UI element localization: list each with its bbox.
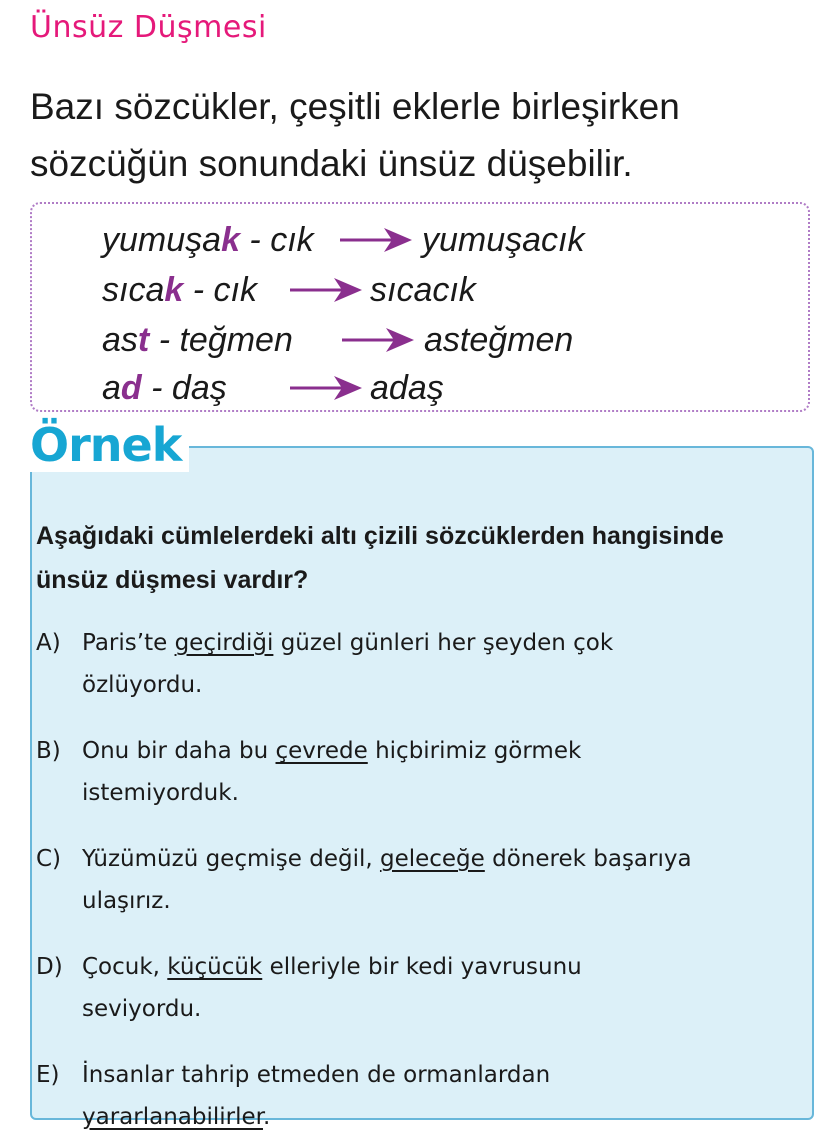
intro-line-2: sözcüğün sonundaki ünsüz düşebilir. [30, 143, 633, 184]
example-row [102, 364, 444, 412]
option-letter: B) [36, 738, 61, 764]
dropped-consonant: k [221, 221, 240, 259]
underlined-word: küçücük [167, 954, 263, 980]
arrow-icon [290, 374, 364, 402]
example-suffix: - daş [141, 369, 227, 407]
option-c[interactable] [36, 838, 811, 922]
example-result: adaş [370, 369, 444, 407]
ornek-title: Örnek [30, 418, 189, 472]
example-result: sıcacık [370, 271, 476, 309]
arrow-icon [340, 226, 414, 254]
underlined-word: geleceğe [379, 846, 485, 872]
option-text: Çocuk, küçücük elleriyle bir kedi yavrusunu seviyordu. [82, 954, 582, 1022]
example-result: yumuşacık [422, 221, 585, 259]
intro-line-1: Bazı sözcükler, çeşitli eklerle birleşirken [30, 86, 680, 127]
example-suffix: - cık [239, 221, 314, 259]
example-suffix: - cık [183, 271, 257, 309]
option-text: Yüzümüzü geçmişe değil, geleceğe dönerek başarıya ulaşırız. [82, 846, 692, 914]
option-letter: E) [36, 1062, 60, 1088]
example-row [102, 216, 585, 264]
dropped-consonant: d [120, 369, 142, 407]
example-result: asteğmen [424, 321, 574, 359]
examples-box [30, 202, 810, 412]
example-suffix: - teğmen [149, 321, 293, 359]
underlined-word: çevrede [275, 738, 368, 764]
question-text [36, 514, 811, 602]
option-text: Paris’te geçirdiği güzel günleri her şeyden çok özlüyordu. [82, 630, 614, 698]
intro-paragraph [30, 78, 810, 192]
example-row [102, 316, 574, 364]
question-line-1: Aşağıdaki cümlelerdeki altı çizili sözcüklerden hangisinde [36, 522, 724, 550]
question-line-2: ünsüz düşmesi vardır? [36, 566, 309, 594]
section-heading: Ünsüz Düşmesi [30, 10, 267, 45]
example-stem: yumuşa [102, 221, 222, 259]
option-text: Onu bir daha bu çevrede hiçbirimiz görmek istemiyorduk. [82, 738, 582, 806]
option-e[interactable] [36, 1054, 811, 1138]
arrow-icon [342, 326, 416, 354]
option-letter: A) [36, 630, 61, 656]
option-letter: C) [36, 846, 62, 872]
example-stem: a [102, 369, 121, 407]
option-d[interactable] [36, 946, 811, 1030]
underlined-word: geçirdiği [174, 630, 274, 656]
option-b[interactable] [36, 730, 811, 814]
underlined-word: yararlanabilirler [82, 1104, 263, 1130]
option-text: İnsanlar tahrip etmeden de ormanlardan yararlanabilirler. [82, 1062, 551, 1130]
example-row [102, 266, 476, 314]
option-a[interactable] [36, 622, 811, 706]
dropped-consonant: t [137, 321, 150, 359]
arrow-icon [290, 276, 364, 304]
option-letter: D) [36, 954, 63, 980]
example-stem: sıca [102, 271, 165, 309]
example-stem: as [102, 321, 138, 359]
dropped-consonant: k [164, 271, 184, 309]
